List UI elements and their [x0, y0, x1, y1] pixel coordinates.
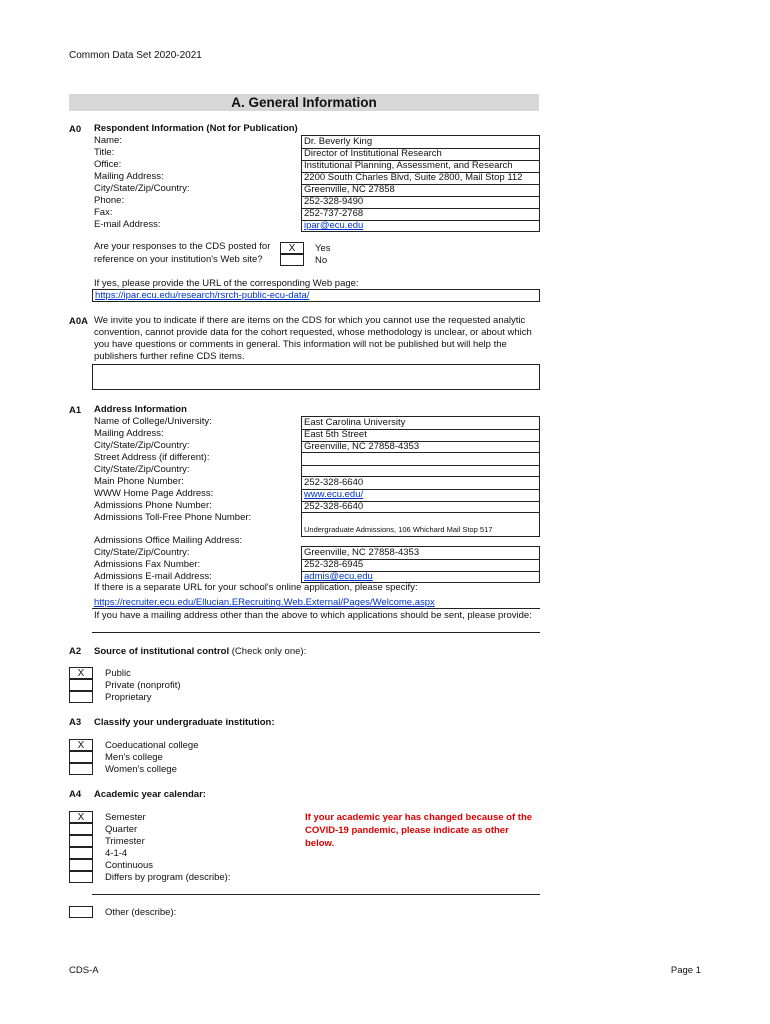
- a0-office-field[interactable]: Institutional Planning, Assessment, and Research: [302, 160, 539, 173]
- a4-heading: Academic year calendar:: [94, 789, 206, 800]
- a1-code: A1: [69, 405, 82, 416]
- a4-option: 4-1-4: [105, 848, 128, 859]
- a4-semester-checkbox[interactable]: X: [69, 811, 93, 823]
- a3-coed-checkbox[interactable]: X: [69, 739, 93, 751]
- a1-adm-fax-field[interactable]: 252-328-6945: [302, 559, 539, 572]
- a0-label: Mailing Address:: [94, 171, 164, 182]
- a1-values-table-2: [301, 476, 540, 513]
- a0-posted-question-2: reference on your institution's Web site?: [94, 254, 263, 265]
- a2-heading-note: (Check only one):: [229, 646, 307, 657]
- a3-mens-checkbox[interactable]: [69, 751, 93, 763]
- a4-option: Semester: [105, 812, 146, 823]
- a1-homepage-link[interactable]: www.ecu.edu/: [302, 489, 539, 502]
- a1-admissions-office-field[interactable]: Undergraduate Admissions, 106 Whichard Mail Stop 517: [304, 525, 493, 534]
- a2-proprietary-checkbox[interactable]: [69, 691, 93, 703]
- a4-option: Continuous: [105, 860, 154, 871]
- a1-label: Street Address (if different):: [94, 452, 210, 463]
- document-header: Common Data Set 2020-2021: [69, 50, 202, 61]
- a4-continuous-checkbox[interactable]: [69, 859, 93, 871]
- a1-tollfree-box: [301, 512, 540, 537]
- a4-covid-line: COVID-19 pandemic, please indicate as other: [305, 825, 509, 836]
- a1-heading: Address Information: [94, 404, 187, 415]
- a1-adm-city-field[interactable]: Greenville, NC 27858-4353: [302, 547, 539, 560]
- a1-label: Name of College/University:: [94, 416, 212, 427]
- a0-label: Name:: [94, 135, 122, 146]
- a0a-text-line: convention, cannot provide data for the cohort requested, whose methodology is unclear, or about which: [94, 327, 532, 338]
- a0-label: City/State/Zip/Country:: [94, 183, 190, 194]
- a1-label: Admissions E-mail Address:: [94, 571, 212, 582]
- a3-option: Men's college: [105, 752, 163, 763]
- a2-option: Public: [105, 668, 131, 679]
- a0a-text-line: publishers further refine CDS items.: [94, 351, 245, 362]
- footer-page-number: Page 1: [670, 965, 701, 976]
- section-title-band: [69, 94, 539, 111]
- a4-covid-line: If your academic year has changed because of the: [305, 812, 533, 823]
- a1-label: Admissions Toll-Free Phone Number:: [94, 512, 252, 523]
- a3-womens-checkbox[interactable]: [69, 763, 93, 775]
- a1-label: Main Phone Number:: [94, 476, 184, 487]
- a1-mailing-field[interactable]: East 5th Street: [302, 429, 539, 442]
- a4-covid-line: below.: [305, 838, 335, 849]
- a0-heading: Respondent Information (Not for Publication): [94, 123, 298, 134]
- a0-label: Office:: [94, 159, 122, 170]
- a0-city-field[interactable]: Greenville, NC 27858: [302, 184, 539, 197]
- a1-adm-email-link[interactable]: admis@ecu.edu: [304, 571, 373, 582]
- a1-label: Admissions Fax Number:: [94, 559, 201, 570]
- a3-option: Coeducational college: [105, 740, 199, 751]
- a2-code: A2: [69, 646, 82, 657]
- a3-code: A3: [69, 717, 82, 728]
- a0-label: Phone:: [94, 195, 125, 206]
- a4-trimester-checkbox[interactable]: [69, 835, 93, 847]
- a2-private-checkbox[interactable]: [69, 679, 93, 691]
- a0-phone-field[interactable]: 252-328-9490: [302, 196, 539, 209]
- a1-main-phone-field[interactable]: 252-328-6640: [302, 477, 539, 490]
- a1-label: Admissions Phone Number:: [94, 500, 212, 511]
- a0-yes-label: Yes: [315, 243, 331, 254]
- a1-separate-url-link[interactable]: https://recruiter.ecu.edu/Ellucian.ERecruiting.Web.External/Pages/Welcome.aspx: [94, 597, 435, 608]
- a0-name-field[interactable]: Dr. Beverly King: [302, 136, 539, 149]
- a0-code: A0: [69, 124, 82, 135]
- a0a-code: A0A: [69, 316, 89, 327]
- a0-url-link[interactable]: https://ipar.ecu.edu/research/rsrch-public-ecu-data/: [95, 290, 310, 301]
- a1-separate-url-prompt: If there is a separate URL for your school's online application, please specify:: [94, 582, 418, 593]
- a1-street-table: [301, 452, 540, 477]
- a1-college-field[interactable]: East Carolina University: [302, 417, 539, 430]
- a1-label: Admissions Office Mailing Address:: [94, 535, 243, 546]
- divider: [92, 632, 540, 633]
- footer-left: CDS-A: [69, 965, 99, 976]
- a0a-comment-box[interactable]: [92, 364, 540, 390]
- a1-adm-phone-field[interactable]: 252-328-6640: [304, 501, 364, 512]
- a0-fax-field[interactable]: 252-737-2768: [302, 208, 539, 221]
- a0a-text-line: you have questions or comments in general. This information will not be published but will help the: [94, 339, 507, 350]
- a0-yes-checkbox[interactable]: X: [280, 242, 304, 254]
- a0-values-table: [301, 135, 540, 232]
- a0-url-prompt: If yes, please provide the URL of the corresponding Web page:: [94, 278, 359, 289]
- a3-option: Women's college: [105, 764, 177, 775]
- a4-code: A4: [69, 789, 82, 800]
- a1-label: City/State/Zip/Country:: [94, 440, 190, 451]
- a0a-text-line: We invite you to indicate if there are items on the CDS for which you cannot use the requested analytic: [94, 315, 526, 326]
- a4-differs-checkbox[interactable]: [69, 871, 93, 883]
- a0-label: Title:: [94, 147, 115, 158]
- a0-no-checkbox[interactable]: [280, 254, 304, 266]
- divider: [92, 608, 540, 609]
- a1-label: Mailing Address:: [94, 428, 164, 439]
- a0-label: Fax:: [94, 207, 113, 218]
- a0-email-link[interactable]: ipar@ecu.edu: [304, 220, 364, 231]
- a4-option: Differs by program (describe):: [105, 872, 231, 883]
- a4-option: Quarter: [105, 824, 138, 835]
- a1-values-table-1: [301, 416, 540, 453]
- a4-other-checkbox[interactable]: [69, 906, 93, 918]
- a0-posted-question-1: Are your responses to the CDS posted for: [94, 241, 271, 252]
- a2-heading-line: [94, 646, 306, 658]
- a4-describe-line[interactable]: [92, 894, 540, 895]
- a2-option: Proprietary: [105, 692, 152, 703]
- a4-quarter-checkbox[interactable]: [69, 823, 93, 835]
- a2-heading: Source of institutional control: [94, 646, 230, 657]
- a0-no-label: No: [315, 255, 328, 266]
- a4-other-label: Other (describe):: [105, 907, 177, 918]
- a1-other-address-prompt: If you have a mailing address other than the above to which applications should be sent, please provide:: [94, 610, 532, 621]
- a2-option: Private (nonprofit): [105, 680, 181, 691]
- a0-url-box: [92, 289, 540, 302]
- a0-mailing-field[interactable]: 2200 South Charles Blvd, Suite 2800, Mail Stop 112: [302, 172, 539, 185]
- a1-values-table-3: [301, 546, 540, 583]
- a1-label: City/State/Zip/Country:: [94, 464, 190, 475]
- a1-city-field[interactable]: Greenville, NC 27858-4353: [304, 441, 420, 452]
- a0-title-field[interactable]: Director of Institutional Research: [302, 148, 539, 161]
- a1-label: WWW Home Page Address:: [94, 488, 214, 499]
- a2-public-checkbox[interactable]: X: [69, 667, 93, 679]
- a4-option: Trimester: [105, 836, 145, 847]
- a3-heading: Classify your undergraduate institution:: [94, 717, 275, 728]
- a0-label: E-mail Address:: [94, 219, 161, 230]
- a1-label: City/State/Zip/Country:: [94, 547, 190, 558]
- a4-414-checkbox[interactable]: [69, 847, 93, 859]
- section-title: A. General Information: [231, 95, 377, 110]
